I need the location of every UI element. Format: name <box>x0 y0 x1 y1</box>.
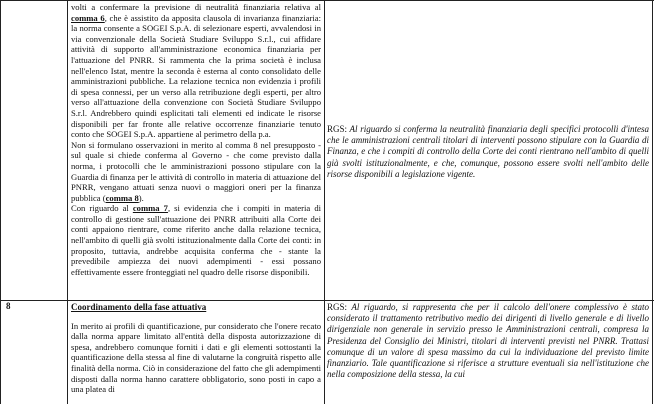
row-8-paragraph: In merito ai profili di quantificazione, pur considerato che l'onere recato dalla norma appare limitato all'entità della disposta autorizzazione di spesa, andrebbero comunque forniti i dati e gli elementi sottostanti la quantificazione della stessa al fine di valutarne la congruità rispetto alle finalità della norma. Ciò in considerazione del fatto che gli adempimenti disposti dalla norma hanno carattere obbligatorio, sono posti in capo a una platea di <box>71 320 321 395</box>
comma-8-reference: comma 8 <box>105 192 139 203</box>
paragraph-comma-8 <box>71 140 321 204</box>
text-span: , si evidenzia che i compiti in materia di controllo di gestione sull'attuazione dei PNRR attribuiti alla Corte dei conti appaiono rientrare, come riferito anche dalla relazione tecnica, nell'ambito di quelli già svolti istituzionalmente dalla Corte dei conti: in proposito, tuttavia, andrebbe acquisita conferma che - stante la prevedibile ampiezza dei nuovi adempimenti - essi possano effettivamente essere fronteggiati nel quadro delle risorse disponibili. <box>71 203 322 277</box>
text-span: Con riguardo al <box>71 203 133 214</box>
row-8-rgs-response <box>327 302 649 380</box>
row-separator <box>0 300 654 301</box>
text-span: Non si formulano osservazioni in merito al comma 8 nel presupposto - sul quale si chiede conferma al Governo - che come previsto dalla norma, i protocolli che le amministrazioni possono stipulare con la Guardia di finanza per le attività di controllo in materia di attuazione del PNRR, vengano attuati senza nuovi o maggiori oneri per la finanza pubblica ( <box>71 139 321 203</box>
top-row-analysis-text <box>71 2 321 277</box>
table-left-border <box>0 0 1 404</box>
text-span: , che è assistito da apposita clausola di invarianza finanziaria: la norma consente a SOGEI S.p.A. di selezionare esperti, avvalendosi in via convenzionale della Società Studiare Sviluppo S.r.l., cui affidare attività di supporto all'amministrazione economica finanziaria per l'attuazione del PNRR. Si rammenta che la prima società è inclusa nell'elenco Istat, mentre la seconda è esterna al conto consolidato delle amministrazioni pubbliche. La relazione tecnica non evidenzia i profili di spesa connessi, per un verso alla retribuzione degli esperti, per altro verso all'attuazione della convenzione con Società Studiare Sviluppo S.r.l. Andrebbero quindi esplicitati tali elementi ed indicate le risorse disponibili per far fronte alle relative occorrenze finanziarie tenuto conto che SOGEI S.p.A. appartiene al perimetro della p.a. <box>71 12 322 140</box>
table-top-border <box>0 0 654 1</box>
comma-6-reference: comma 6 <box>71 12 105 23</box>
rgs-response-text: Al riguardo si conferma la neutralità finanziaria degli specifici protocolli d'intesa che le amministrazioni centrali titolari di interventi possono stipulare con la Guardia di Finanza, e che i compiti di controllo della Corte dei conti rientrano nell'ambito di quelli già svolti istituzionalmente, e che, comunque, possono essere svolti nell'ambito delle risorse disponibili a legislazione vigente. <box>327 124 649 179</box>
comma-7-reference: comma 7 <box>132 203 168 214</box>
column-separator-1 <box>67 0 68 404</box>
column-separator-2 <box>324 0 325 404</box>
text-span: ). <box>138 192 144 203</box>
rgs-label: RGS: <box>327 124 348 134</box>
section-title: Coordinamento della fase attuativa <box>71 302 207 312</box>
row-number: 8 <box>6 301 11 311</box>
paragraph-comma-7 <box>71 203 321 277</box>
table-right-border <box>652 0 653 404</box>
rgs-label: RGS: <box>327 302 348 312</box>
text-span: volti a confermare la previsione di neutralità finanziaria relativa al <box>71 2 321 12</box>
top-row-rgs-response <box>327 124 649 180</box>
row-8-analysis-text <box>71 302 321 395</box>
rgs-response-text: Al riguardo, si rappresenta che per il calcolo dell'onere complessivo è stato considerato il trattamento retributivo medio dei dirigenti di livello generale e di livello dirigenziale non generale in servizio presso le Amministrazioni centrali, compresa la Presidenza del Consiglio dei Ministri, titolari di interventi previsti nel PNRR. Trattasi comunque di un valore di spesa massimo da cui la individuazione del previsto limite finanziario. Tale quantificazione si riferisce a strutture eventuali sia nell'istituzione che nella composizione della stessa, la cui <box>327 302 649 380</box>
paragraph-comma-6 <box>71 2 321 140</box>
